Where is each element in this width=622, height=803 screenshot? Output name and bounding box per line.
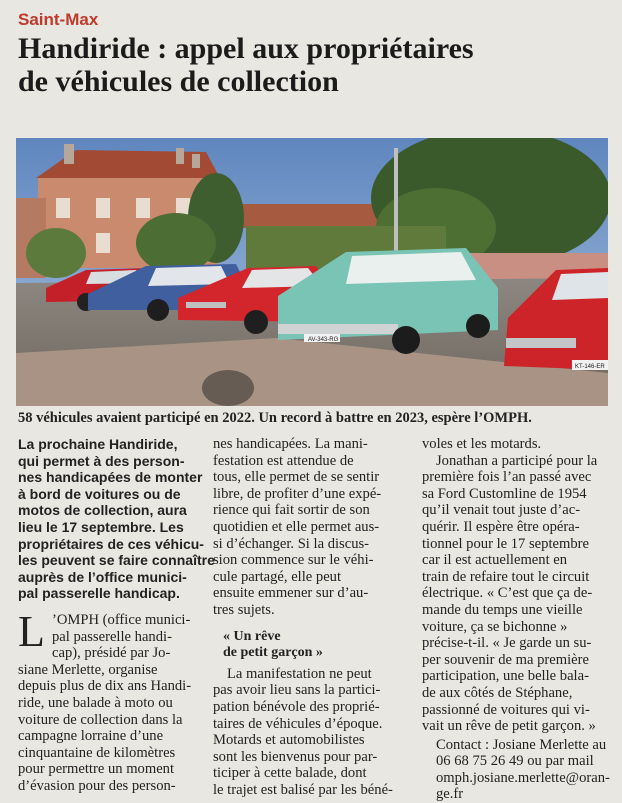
text-line: lieu le 17 septembre. Les [18,518,184,535]
classic-cars-photo [16,138,608,406]
text-line: précise-t-il. « Je garde un su- [422,635,592,652]
column-2 [213,436,413,798]
text-line: quérir. Il espère être opéra- [422,518,580,535]
text-line: voles et les motards. [422,436,542,452]
subheading [223,629,413,662]
text-line: d’évasion pour des person- [18,777,176,794]
text-line: pal passerelle handi- [52,628,172,645]
text-line: car il est actuellement en [422,552,568,569]
text-line: passionné de voitures qui vi- [422,701,590,718]
text-line: à bord de voitures ou de [18,485,181,502]
text-line: sont les bienvenus pour par- [213,748,378,765]
license-plate-2: KT-146-ER [575,364,605,370]
text-line: tres sujets. [213,601,275,618]
text-line: qui permet à des person- [18,452,185,469]
headline-line-1: Handiride : appel aux propriétaires [18,32,474,65]
text-line: sa Ford Customline de 1954 [422,485,587,502]
text-line: depuis plus de dix ans Handi- [18,678,192,695]
text-line: de aux côtés de Stéphane, [422,684,573,701]
text-line: participation, une belle bala- [422,668,589,685]
text-line: cinquantaine de kilomètres [18,744,176,761]
column-3 [422,436,610,803]
contact-email-end: ge.fr [436,786,464,803]
text-line: pal passerelle handicap. [18,585,180,602]
text-line: rience qui fait sortir de son [213,502,370,519]
text-line: quotidien et elle permet aus- [213,518,380,535]
article-headline [18,32,618,98]
text-line: campagne lorraine d’une [18,728,164,745]
text-line: vait un rêve de petit garçon. » [422,718,596,735]
contact-block [422,737,610,803]
contact-email: omph.josiane.merlette@oran- [436,769,610,786]
headline-line-2: de véhicules de collection [18,65,339,98]
text-line: festation est attendue de [213,452,354,469]
text-line: pas avoir lieu sans la partici- [213,682,381,699]
text-line: siane Merlette, organise [18,661,158,678]
text-line: ’OMPH (office munici- [52,611,191,628]
text-line: ride, une balade à moto ou [18,694,173,711]
text-line: Motards et automobilistes [213,732,365,749]
text-line: mande du temps une vieille [422,601,583,618]
text-line: électrique. « C’est que ça de- [422,585,593,602]
text-line: per souvenir de ma première [422,651,589,668]
text-line: train de refaire tout le circuit [422,568,590,585]
text-line: voiture, ça se bichonne » [422,618,568,635]
text-line: Jonathan a participé pour la [436,452,598,469]
column-1 [18,436,215,794]
text-line: nes handicapées de monter [18,469,203,486]
article-photo [16,138,608,406]
text-line: libre, de profiter d’une expé- [213,485,382,502]
text-line: ticiper à cette balade, dont [213,765,367,782]
text-line: propriétaires de ces véhicu- [18,535,204,552]
text-line: taires de véhicules d’époque. [213,715,383,732]
drop-cap: L [18,606,45,656]
text-line: le trajet est balisé par les béné- [213,781,393,798]
license-plate: AV-343-RG [308,337,339,343]
text-line: première fois l’an passé avec [422,469,592,486]
text-line: La prochaine Handiride, [18,436,178,452]
subheading-line-2: de petit garçon » [223,645,323,661]
lead-paragraph [18,436,215,602]
contact-line: Contact : Josiane Merlette au [436,736,607,753]
text-line: cule partagé, elle peut [213,568,342,585]
contact-phone: 06 68 75 26 49 ou par mail [436,753,594,770]
text-line: nes handicapées. La mani- [213,436,368,452]
text-line: tous, elle permet de se sentir [213,469,380,486]
text-line: tionnel pour le 17 septembre [422,535,589,552]
text-line: La manifestation ne peut [227,665,372,682]
text-line: qu’il venait tout juste d’ac- [422,502,581,519]
text-line: cap), présidé par Jo- [52,645,171,662]
section-kicker: Saint-Max [18,10,99,29]
text-line: auprès de l’office munici- [18,568,187,585]
text-line: si d’échanger. Si la discus- [213,535,370,552]
photo-caption: 58 véhicules avaient participé en 2022. Un record à battre en 2023, espère l’OMPH. [18,410,532,426]
text-line: pour permettre un moment [18,761,175,778]
text-line: les peuvent se faire connaître [18,552,215,569]
text-line: sion commence sur le véhi- [213,552,374,569]
text-line: motos de collection, aura [18,502,187,519]
text-line: pation bénévole des proprié- [213,698,380,715]
text-line: ensuite emmener sur d’au- [213,585,369,602]
text-line: voiture de collection dans la [18,711,183,728]
body-paragraph-1 [18,606,204,795]
subheading-line-1: « Un rêve [223,628,281,644]
